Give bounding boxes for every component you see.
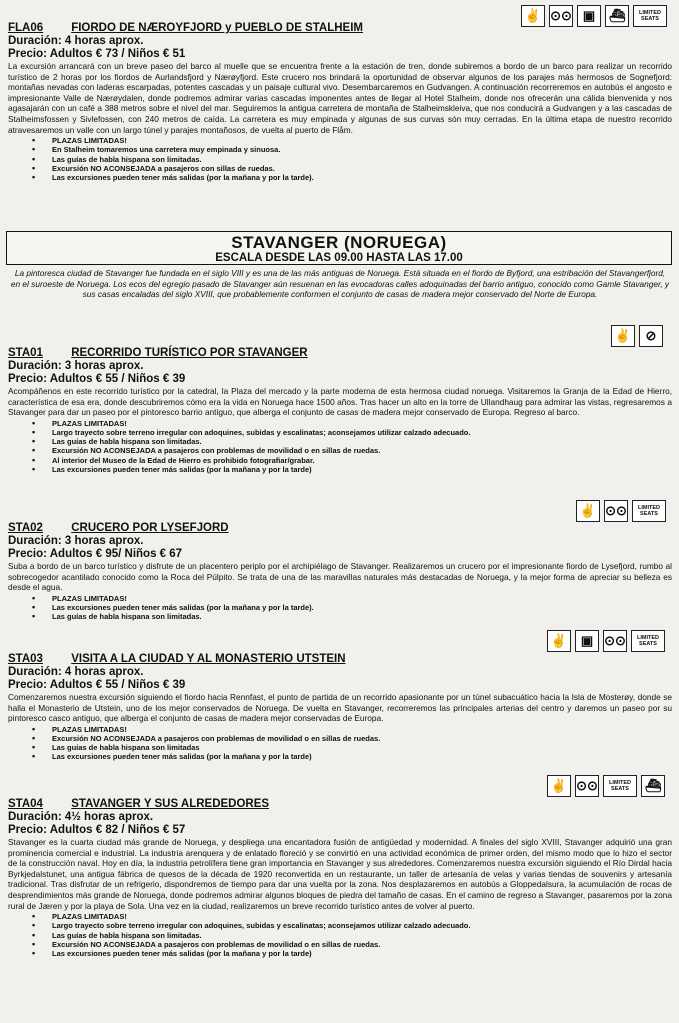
limited-seats-icon: LIMITED SEATS bbox=[631, 630, 665, 652]
excursion-notes bbox=[8, 136, 672, 182]
excursion-duration: Duración: 4½ horas aprox. bbox=[8, 811, 154, 823]
note-item: • Las guías de habla hispana son limitadas. bbox=[52, 437, 672, 446]
port-city-title: STAVANGER (NORUEGA) bbox=[231, 233, 447, 252]
excursion-title: RECORRIDO TURÍSTICO POR STAVANGER bbox=[71, 347, 308, 359]
note-item: • En Stalheim tomaremos una carretera muy empinada y sinuosa. bbox=[52, 145, 672, 154]
limited-seats-icon: LIMITED SEATS bbox=[603, 775, 637, 797]
note-item: • PLAZAS LIMITADAS! bbox=[52, 594, 672, 603]
bus-icon: ▣ bbox=[575, 630, 599, 652]
note-item: • Las excursiones pueden tener más salidas (por la mañana y por la tarde). bbox=[52, 173, 672, 182]
binoculars-icon: ⊙⊙ bbox=[549, 5, 573, 27]
excursion-duration: Duración: 4 horas aprox. bbox=[8, 35, 144, 47]
note-item: • PLAZAS LIMITADAS! bbox=[52, 725, 672, 734]
excursion-heading bbox=[8, 798, 672, 811]
excursion-price: Precio: Adultos € 73 / Niños € 51 bbox=[8, 48, 186, 60]
excursion-description: Comenzaremos nuestra excursión siguiendo el fiordo hacia Rennfast, el punto de partida de un recorrido apasionante por un túnel subacuático hacia la Isla de Mosterøy, donde se halla el Monasterio de Utstein, uno de los mejor conservados de Noruega. De vuelta en Stavanger, recorreremos las principales arterias del centro y daremos un paseo por su pintoresco casco antiguo, que alberga el conjunto de casas de madera mejor conservadas de Europa. bbox=[8, 692, 672, 724]
excursion-code: FLA06 bbox=[8, 22, 44, 34]
note-item: • Las guías de habla hispana son limitadas. bbox=[52, 931, 672, 940]
excursion-duration: Duración: 4 horas aprox. bbox=[8, 666, 144, 678]
note-item: • Las guías de habla hispana son limitadas. bbox=[52, 155, 672, 164]
excursion-sta02 bbox=[8, 522, 672, 621]
hand-icon: ✌ bbox=[611, 325, 635, 347]
note-item: • Largo trayecto sobre terreno irregular con adoquines, subidas y escalinatas; aconsejamos utilizar calzado adecuado. bbox=[52, 921, 672, 930]
excursion-price: Precio: Adultos € 55 / Niños € 39 bbox=[8, 373, 186, 385]
excursion-code: STA03 bbox=[8, 653, 43, 665]
excursion-notes bbox=[8, 594, 672, 622]
excursion-title: CRUCERO POR LYSEFJORD bbox=[71, 522, 229, 534]
sta02-icon-row bbox=[576, 500, 666, 522]
note-item: • Las excursiones pueden tener más salidas (por la mañana y por la tarde). bbox=[52, 603, 672, 612]
binoculars-icon: ⊙⊙ bbox=[604, 500, 628, 522]
note-item: • PLAZAS LIMITADAS! bbox=[52, 419, 672, 428]
excursion-code: STA02 bbox=[8, 522, 43, 534]
sta03-icon-row bbox=[547, 630, 665, 652]
note-item: • PLAZAS LIMITADAS! bbox=[52, 136, 672, 145]
hand-icon: ✌ bbox=[521, 5, 545, 27]
limited-seats-icon: LIMITED SEATS bbox=[632, 500, 666, 522]
excursion-title: STAVANGER Y SUS ALREDEDORES bbox=[71, 798, 270, 810]
port-banner bbox=[6, 231, 672, 265]
note-item: • Excursión NO ACONSEJADA a pasajeros con problemas de movilidad o en sillas de ruedas. bbox=[52, 940, 672, 949]
note-item: • Excursión NO ACONSEJADA a pasajeros con sillas de ruedas. bbox=[52, 164, 672, 173]
excursion-heading bbox=[8, 653, 672, 666]
note-item: • Las excursiones pueden tener más salidas (por la mañana y por la tarde) bbox=[52, 752, 672, 761]
excursion-title: FIORDO DE NÆROYFJORD y PUEBLO DE STALHEIM bbox=[71, 22, 363, 34]
excursion-description: La excursión arrancará con un breve paseo del barco al muelle que se encuentra frente a la estación de tren, donde subiremos a bordo de un barco para realizar un recorrido turístico de 2 horas por los fiordos de Aurlandsfjord y Nærøyfjord. Este crucero nos brindará la oportunidad de observar algunos de los parajes más hermosos de Sognefjord: montañas nevadas con laderas escarpadas, potentes cascadas y un paisaje cultural vivo. Desembarcaremos en Gudvangen. A continuación recorreremos en autobús el angosto e impresionante Valle de Nærøydalen, donde podremos admirar varias cascadas imponentes antes de llegar al Hotel Stalheim, donde nos ofrecerán una cálida bienvenida y nos agasajarán con un café a 388 metros sobre el nivel del mar. Seguiremos la antigua carretera de montaña de Stalheimskleiva, que nos conducirá a Gudvangen y a las cascadas de Stalheimsfossen y Sivlefossen, con 240 metros de caída. La carretera es muy empinada y algunas de sus curvas són muy cerradas. En la última etapa de nuestro recorrido atravesaremos un valle con un largo túnel y parajes montañosos, de vuelta al puerto de Flåm. bbox=[8, 61, 672, 135]
note-item: • Excursión NO ACONSEJADA a pasajeros con problemas de movilidad o en sillas de ruedas. bbox=[52, 734, 672, 743]
note-item: • Las excursiones pueden tener más salidas (por la mañana y por la tarde) bbox=[52, 465, 672, 474]
no-camera-icon: ⊘ bbox=[639, 325, 663, 347]
note-item: • Al interior del Museo de la Edad de Hierro es prohibido fotografiar/grabar. bbox=[52, 456, 672, 465]
note-item: • Las guías de habla hispana son limitadas bbox=[52, 743, 672, 752]
excursion-price: Precio: Adultos € 82 / Niños € 57 bbox=[8, 824, 186, 836]
excursion-sta01 bbox=[8, 347, 672, 474]
excursion-heading bbox=[8, 522, 672, 535]
bus-icon: ▣ bbox=[577, 5, 601, 27]
excursion-code: STA01 bbox=[8, 347, 43, 359]
port-intro: La pintoresca ciudad de Stavanger fue fundada en el siglo VIII y es una de las más antiguas de Noruega. Está situada en el fiordo de Byfjord, una estribación del Stavangerfjord, en el suroeste de Noruega. Los ecos del egregio pasado de Stavanger aún resuenan en las evocadoras calles adoquinadas del barrio antiguo, conocido como Gamle Stavanger, y sus casas encaladas del siglo XVIII, que probablemente conformen el conjunto de casas de madera mejor conservado del Norte de Europa. bbox=[10, 268, 670, 300]
excursion-sta04 bbox=[8, 798, 672, 958]
excursion-notes bbox=[8, 419, 672, 474]
binoculars-icon: ⊙⊙ bbox=[603, 630, 627, 652]
excursion-title: VISITA A LA CIUDAD Y AL MONASTERIO UTSTEIN bbox=[71, 653, 346, 665]
binoculars-icon: ⊙⊙ bbox=[575, 775, 599, 797]
limited-seats-icon: LIMITED SEATS bbox=[633, 5, 667, 27]
excursion-notes bbox=[8, 912, 672, 958]
excursion-description: Suba a bordo de un barco turístico y disfrute de un placentero periplo por el archipiélago de Stavanger. Realizaremos un crucero por el impresionante fiordo de Lysefjord, rumbo al sobrecogedor acantilado conocido como la Roca del Púlpito. Se trata de una de las maravillas naturales más destacadas de Noruega, y la mejor forma de apreciar su belleza es desde el agua. bbox=[8, 561, 672, 593]
boat-icon: ⛴ bbox=[641, 775, 665, 797]
note-item: • PLAZAS LIMITADAS! bbox=[52, 912, 672, 921]
excursion-price: Precio: Adultos € 95/ Niños € 67 bbox=[8, 548, 183, 560]
note-item: • Excursión NO ACONSEJADA a pasajeros con problemas de movilidad o en sillas de ruedas. bbox=[52, 446, 672, 455]
excursion-sta03 bbox=[8, 653, 672, 762]
excursion-duration: Duración: 3 horas aprox. bbox=[8, 360, 144, 372]
port-schedule: ESCALA DESDE LAS 09.00 HASTA LAS 17.00 bbox=[215, 252, 463, 264]
hand-icon: ✌ bbox=[547, 630, 571, 652]
boat-icon: ⛴ bbox=[605, 5, 629, 27]
excursion-price: Precio: Adultos € 55 / Niños € 39 bbox=[8, 679, 186, 691]
sta01-icon-row bbox=[611, 325, 663, 347]
hand-icon: ✌ bbox=[547, 775, 571, 797]
excursion-duration: Duración: 3 horas aprox. bbox=[8, 535, 144, 547]
note-item: • Largo trayecto sobre terreno irregular con adoquines, subidas y escalinatas; aconsejamos utilizar calzado adecuado. bbox=[52, 428, 672, 437]
hand-icon: ✌ bbox=[576, 500, 600, 522]
excursion-code: STA04 bbox=[8, 798, 43, 810]
excursion-fla06 bbox=[8, 22, 672, 182]
excursion-description: Acompáñenos en este recorrido turístico por la catedral, la Plaza del mercado y la parte moderna de esta hermosa ciudad noruega. Visitaremos la Granja de la Edad de Hierro, característica de esa era, donde descubriremos cómo era la vida en Noruega hace 1500 años. Tras hacer un alto en la torre de Ullandhaug para admirar las vistas, regresaremos a Stavanger para dar un paseo por el pintoresco barrio antiguo, que alberga el conjunto de casas de madera mejor conservado de Europa. Regreso al barco. bbox=[8, 386, 672, 418]
excursion-notes bbox=[8, 725, 672, 762]
excursion-description: Stavanger es la cuarta ciudad más grande de Noruega, y despliega una encantadora fusión de antigüedad y modernidad. A finales del siglo XVIII, Stavanger adquirió una gran prominencia comercial e industrial. La industria arenquera y de enlatado floreció y se convirtió en una actividad económica de primer orden, del mismo modo que lo hizo el sector de la construcción naval. Hoy en día, la industria petrolífera tiene gran importancia en Stavanger y sus alrededores. Comenzaremos nuestra excursión siguiendo el Río Dirdal hacia Byrkjedalstunet, una antigua fábrica de quesos de la década de 1920 reconvertida en un restaurante, un taller de artesanía de velas y varias tiendas de souvenirs y artesanía tradicional. Tras disfrutar de un refrigerio, dispondremos de tiempo para dar una vuelta por la zona. Nos desplazaremos en autobús a Gloppedalsura, la acumulación de rocas de desprendimientos más grande de Noruega, donde podremos admirar algunos bloques de piedra del tamaño de casas. En el camino de regreso a Stavanger, pasaremos por la zona rural de Jæren y por la playa de Sola. Una vez en la ciudad, realizaremos un breve recorrido turístico antes de volver al puerto. bbox=[8, 837, 672, 911]
sta04-icon-row bbox=[547, 775, 665, 797]
excursion-heading bbox=[8, 22, 672, 35]
excursion-heading bbox=[8, 347, 672, 360]
note-item: • Las guías de habla hispana son limitadas. bbox=[52, 612, 672, 621]
note-item: • Las excursiones pueden tener más salidas (por la mañana y por la tarde) bbox=[52, 949, 672, 958]
